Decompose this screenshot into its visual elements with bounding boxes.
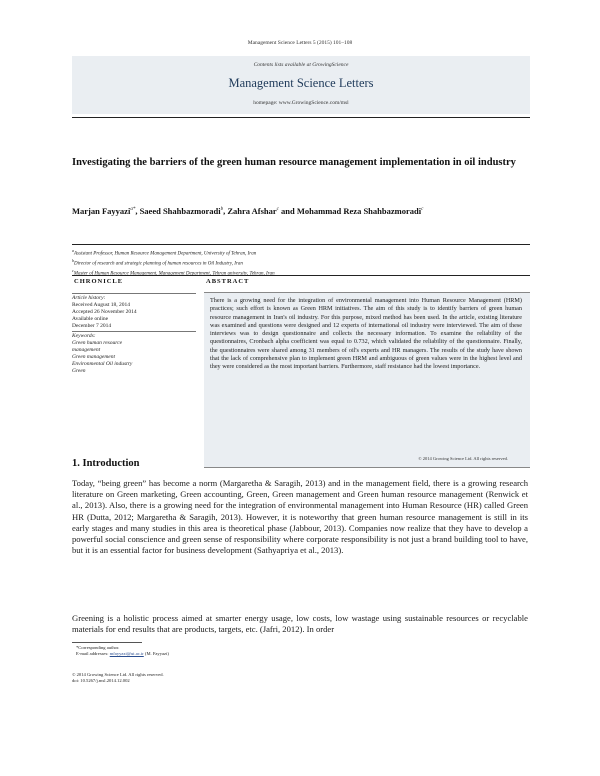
- affiliation-item: [72, 268, 528, 278]
- author-name: Saeed Shahbazmoradi: [139, 206, 221, 216]
- affiliation-rule: [72, 244, 530, 245]
- affiliation-item: [72, 258, 528, 268]
- publisher-link[interactable]: GrowingScience: [312, 62, 349, 68]
- author-affiliation-marker: b: [220, 207, 224, 213]
- running-head: Management Science Letters 5 (2015) 101–108: [247, 40, 353, 46]
- keywords-label: Keywords:: [72, 333, 96, 339]
- affiliation-text: Director of research and strategic planning of human resources in Oil Industry, Iran: [74, 261, 243, 267]
- section-heading-introduction: 1. Introduction: [72, 458, 140, 469]
- copyright-line: © 2014 Growing Science Ltd. All rights reserved.: [72, 672, 164, 677]
- abstract-text: There is a growing need for the integration of environmental management into Human Resource Management (HRM) practices; such effort is known as Green HRM initiatives. The aim of this study is to identify barriers of green human resource management in Iran's oil industry. For this purpose, mixed method has been used. In the article, existing literature was examined and questions were designed and 12 experts of international oil industry were interviewed. The aim of these interviews was to design questionnaire and collects the necessary information. To examine the reliability of the questionnaires, Cronbach alpha coefficient was equal to 0.732, which validated the reliability of the questionnaire. Finally, the questionnaires were shared among 31 members of oil's experts and HR managers. The results of the study have shown that the lack of comprehensive plan to implement green HRM and ambiguous of green values were in the highest level and they were considered as the most important barriers. Furthermore, staff resistance had the lowest importance.: [210, 297, 522, 370]
- affiliation-item: [72, 248, 528, 258]
- history-label: Article history:: [72, 295, 106, 301]
- affiliation-marker: c: [72, 268, 74, 274]
- journal-banner: [72, 56, 530, 114]
- abstract-copyright: © 2014 Growing Science Ltd. All rights reserved.: [418, 456, 508, 461]
- affiliation-list: [72, 248, 528, 278]
- author-name: Marjan Fayyazi: [72, 206, 131, 216]
- chronicle-rule: [72, 275, 530, 276]
- keyword-item: Green: [72, 368, 86, 374]
- paper-title: Investigating the barriers of the green human resource management implementation in oil industry: [72, 157, 516, 168]
- journal-title: Management Science Letters: [228, 76, 374, 90]
- keyword-item: Green human resource: [72, 340, 123, 346]
- accepted-date: Accepted 26 November 2014: [72, 309, 137, 315]
- copyright-footer: [72, 672, 164, 684]
- keyword-item: Environmental Oil industry: [72, 361, 133, 367]
- abstract-heading: ABSTRACT: [206, 278, 250, 285]
- article-chronicle: [72, 292, 196, 375]
- body-paragraph: Greening is a holistic process aimed at smarter energy usage, low costs, low wastage using sustainable resources or recyclable materials for end results that are products, targets, etc. (Jafri, 2012). In order: [72, 613, 528, 635]
- abstract-box: [204, 292, 530, 468]
- contents-line: Contents lists available at GrowingScience: [253, 62, 349, 68]
- author-affiliation-marker: c: [421, 207, 424, 213]
- author-affiliation-marker: c: [276, 207, 279, 213]
- author-separator: and: [278, 206, 297, 216]
- affiliation-text: Assistant Professor, Human Resource Management Department, University of Tehran, Iran: [74, 251, 257, 257]
- email-link[interactable]: mfayyazi@ut.ac.ir: [109, 651, 144, 656]
- author-affiliation-marker: a*: [130, 207, 136, 213]
- available-label: Available online: [72, 316, 109, 322]
- author-separator: ,: [135, 206, 140, 216]
- affiliation-marker: b: [72, 258, 74, 264]
- keyword-item: management: [72, 347, 101, 353]
- corresponding-author-label: *Corresponding author.: [76, 645, 120, 650]
- footnote-rule: [72, 642, 142, 643]
- available-date: December 7 2014: [72, 323, 112, 329]
- author-name: Zahra Afshar: [227, 206, 277, 216]
- banner-rule: [72, 117, 530, 118]
- affiliation-marker: a: [72, 248, 74, 253]
- received-date: Received August 18, 2014: [72, 302, 131, 308]
- keyword-item: Green management: [72, 354, 116, 360]
- doi-line: doi: 10.5267/j.msl.2014.12.002: [72, 678, 130, 683]
- author-name: Mohammad Reza Shahbazmoradi: [296, 206, 422, 216]
- author-list: [72, 206, 528, 216]
- chronicle-separator: [72, 293, 196, 294]
- email-line: E-mail addresses: mfayyazi@ut.ac.ir (M. Fayyazi): [76, 651, 169, 656]
- footnote: [76, 645, 169, 657]
- author-separator: ,: [223, 206, 228, 216]
- body-paragraph: Today, “being green” has become a norm (Margaretha & Saragih, 2013) and in the management field, there is a growing research literature on Green marketing, Green accounting, Green, Green management and Green human resource management (Renwick et al., 2013). Also, there is a growing need for the integration of environmental management into Human Resource (HR) called Green HR (Dutta, 2012; Margaretha & Saragih, 2013). However, it is noteworthy that green human resource management is still in its early stages and many studies in this area is theoretical phase (Jabbour, 2013). Companies now realize that they have to develop a powerful social conscience and green sense of responsibility where corporate responsibility is not just a brand building tool to have, but it is an essential factor for business development (Sathyapriya et al., 2013).: [72, 478, 528, 556]
- chronicle-separator: [72, 331, 196, 332]
- chronicle-heading: CHRONICLE: [74, 278, 124, 285]
- journal-homepage-link[interactable]: homepage: www.GrowingScience.com/msl: [253, 100, 349, 106]
